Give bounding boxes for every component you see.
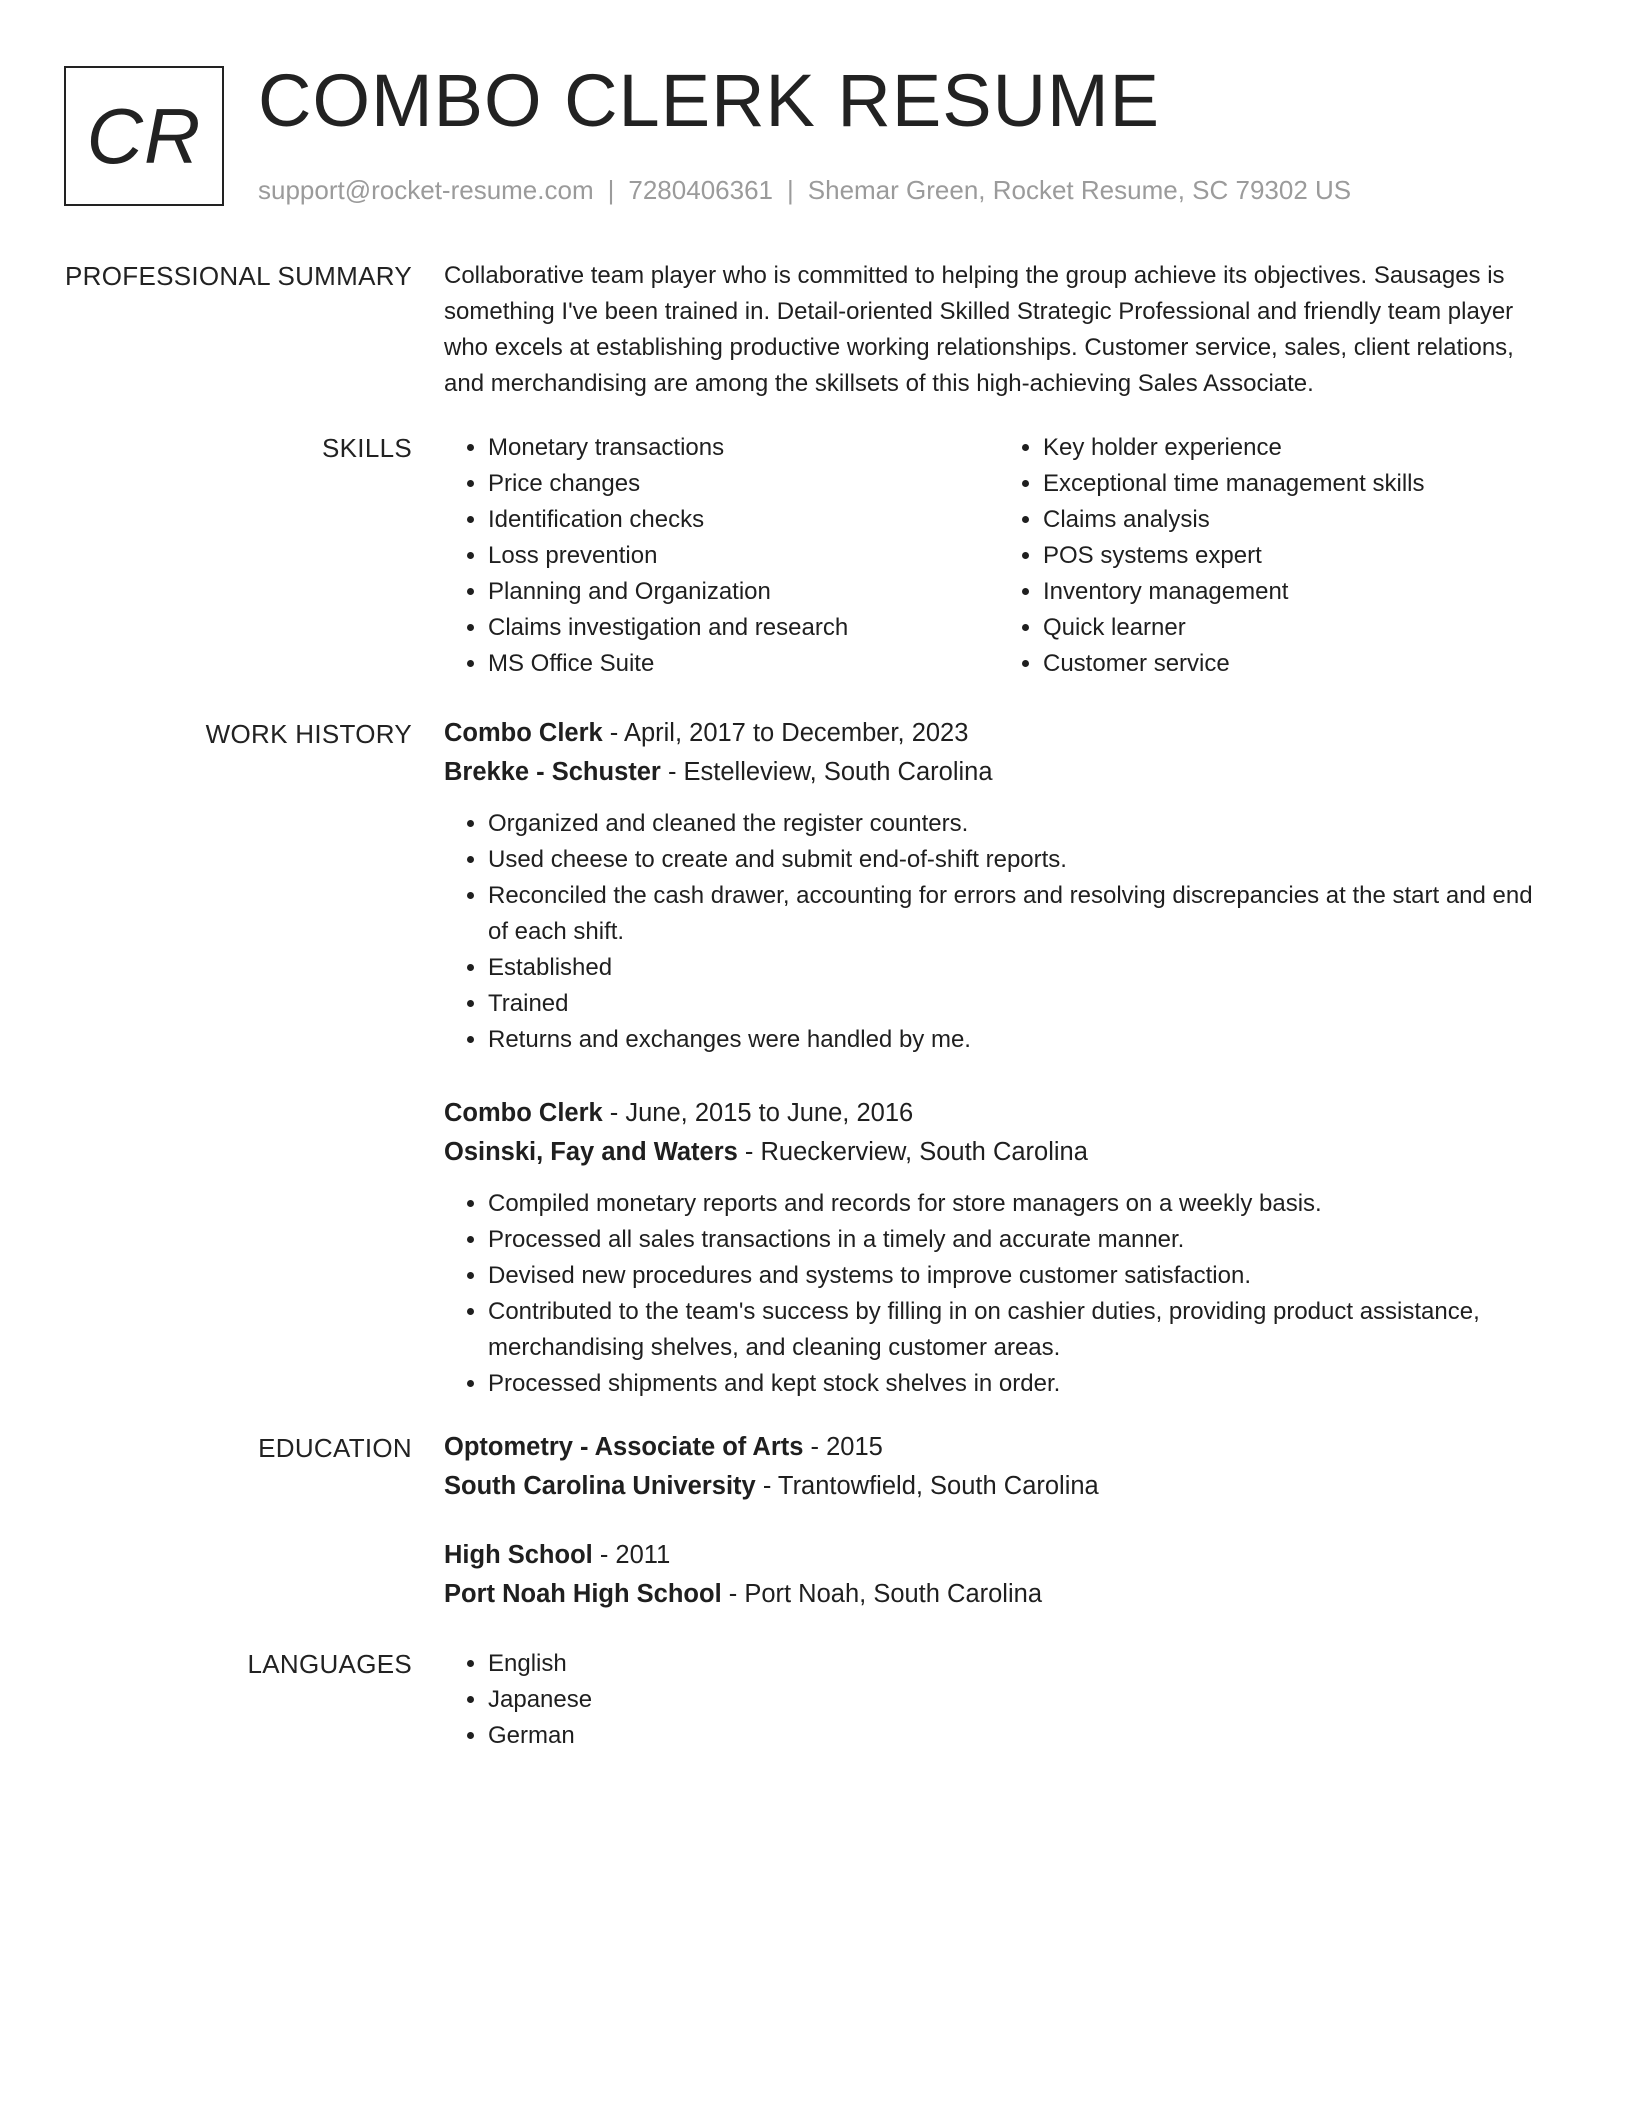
education-school-line	[444, 1467, 1554, 1506]
skill-item: • Claims analysis	[1043, 502, 1554, 538]
skill-item: • Customer service	[1043, 646, 1554, 682]
section-content	[444, 430, 1554, 682]
section-label: SKILLS	[322, 433, 412, 463]
job-company-line	[444, 753, 1554, 792]
job-duty: • Organized and cleaned the register counters.	[488, 806, 1554, 842]
job-duty: • Used cheese to create and submit end-of-shift reports.	[488, 842, 1554, 878]
job-duty: • Processed all sales transactions in a timely and accurate manner.	[488, 1222, 1554, 1258]
skill-item: • Quick learner	[1043, 610, 1554, 646]
contact-address: Shemar Green, Rocket Resume, SC 79302 US	[807, 175, 1352, 205]
job-title-line	[444, 1094, 1554, 1133]
education-year: - 2015	[803, 1433, 883, 1461]
job-title: Combo Clerk	[444, 1099, 603, 1127]
education-entry	[444, 1536, 1554, 1614]
skills-columns	[444, 430, 1554, 682]
education-degree-line	[444, 1536, 1554, 1575]
section-content	[444, 1646, 1554, 1754]
job-company-line	[444, 1133, 1554, 1172]
skill-item: • Monetary transactions	[488, 430, 999, 466]
education-school: Port Noah High School	[444, 1580, 722, 1608]
job-duties-list	[444, 1186, 1554, 1402]
contact-phone[interactable]: 7280406361	[628, 175, 773, 205]
education-degree: High School	[444, 1541, 593, 1569]
job-duty: • Trained	[488, 986, 1554, 1022]
monogram-badge: CR	[64, 66, 224, 206]
section-content	[444, 258, 1554, 402]
job-duty: • Contributed to the team's success by filling in on cashier duties, providing product assistance, merchandising shelves, and cleaning customer areas.	[488, 1294, 1554, 1366]
skill-item: • MS Office Suite	[488, 646, 999, 682]
contact-separator: |	[787, 175, 794, 205]
job-duty: • Devised new procedures and systems to improve customer satisfaction.	[488, 1258, 1554, 1294]
contact-email[interactable]: support@rocket-resume.com	[258, 175, 594, 205]
education-location: - Trantowfield, South Carolina	[755, 1472, 1099, 1500]
job-duties-list	[444, 806, 1554, 1058]
contact-line	[258, 172, 1351, 208]
job-dates: - April, 2017 to December, 2023	[602, 719, 969, 747]
section-content	[444, 1428, 1554, 1614]
job-duty: • Processed shipments and kept stock shelves in order.	[488, 1366, 1554, 1402]
skill-item: • Inventory management	[1043, 574, 1554, 610]
job-title: Combo Clerk	[444, 719, 603, 747]
section-label: PROFESSIONAL SUMMARY	[65, 261, 412, 291]
language-item: • German	[488, 1718, 1554, 1754]
education-location: - Port Noah, South Carolina	[721, 1580, 1043, 1608]
job-location: - Estelleview, South Carolina	[660, 758, 993, 786]
section-label: LANGUAGES	[247, 1649, 412, 1679]
language-item: • Japanese	[488, 1682, 1554, 1718]
skill-item: • Key holder experience	[1043, 430, 1554, 466]
skills-list-right	[999, 430, 1554, 682]
job-location: - Rueckerview, South Carolina	[737, 1138, 1088, 1166]
job-entry	[444, 714, 1554, 1058]
job-duty: • Reconciled the cash drawer, accounting for errors and resolving discrepancies at the start and end of each shift.	[488, 878, 1554, 950]
language-item: • English	[488, 1646, 1554, 1682]
skill-item: • Exceptional time management skills	[1043, 466, 1554, 502]
education-year: - 2011	[592, 1541, 671, 1569]
job-duty: • Returns and exchanges were handled by me.	[488, 1022, 1554, 1058]
skills-list-left	[444, 430, 999, 682]
section-label: EDUCATION	[258, 1433, 412, 1463]
job-duty: • Compiled monetary reports and records for store managers on a weekly basis.	[488, 1186, 1554, 1222]
job-company: Brekke - Schuster	[444, 758, 661, 786]
summary-text: Collaborative team player who is committed to helping the group achieve its objectives. Sausages is something I've been trained in. Detail-oriented Skilled Strategic Professional and friendly team player who excels at establishing productive working relationships. Customer service, sales, client relations, and merchandising are among the skillsets of this high-achieving Sales Associate.	[444, 262, 1514, 397]
job-entry	[444, 1094, 1554, 1402]
education-degree: Optometry - Associate of Arts	[444, 1433, 804, 1461]
job-company: Osinski, Fay and Waters	[444, 1138, 738, 1166]
education-degree-line	[444, 1428, 1554, 1467]
skill-item: • POS systems expert	[1043, 538, 1554, 574]
education-school-line	[444, 1575, 1554, 1614]
education-school: South Carolina University	[444, 1472, 756, 1500]
skill-item: • Claims investigation and research	[488, 610, 999, 646]
skill-item: • Price changes	[488, 466, 999, 502]
skill-item: • Loss prevention	[488, 538, 999, 574]
section-label: WORK HISTORY	[205, 719, 412, 749]
languages-list	[444, 1646, 1554, 1754]
education-entry	[444, 1428, 1554, 1506]
job-dates: - June, 2015 to June, 2016	[602, 1099, 914, 1127]
skill-item: • Identification checks	[488, 502, 999, 538]
contact-separator: |	[607, 175, 615, 205]
resume-title: COMBO CLERK RESUME	[258, 59, 1161, 142]
section-content	[444, 714, 1554, 1402]
job-title-line	[444, 714, 1554, 753]
job-duty: • Established	[488, 950, 1554, 986]
skill-item: • Planning and Organization	[488, 574, 999, 610]
